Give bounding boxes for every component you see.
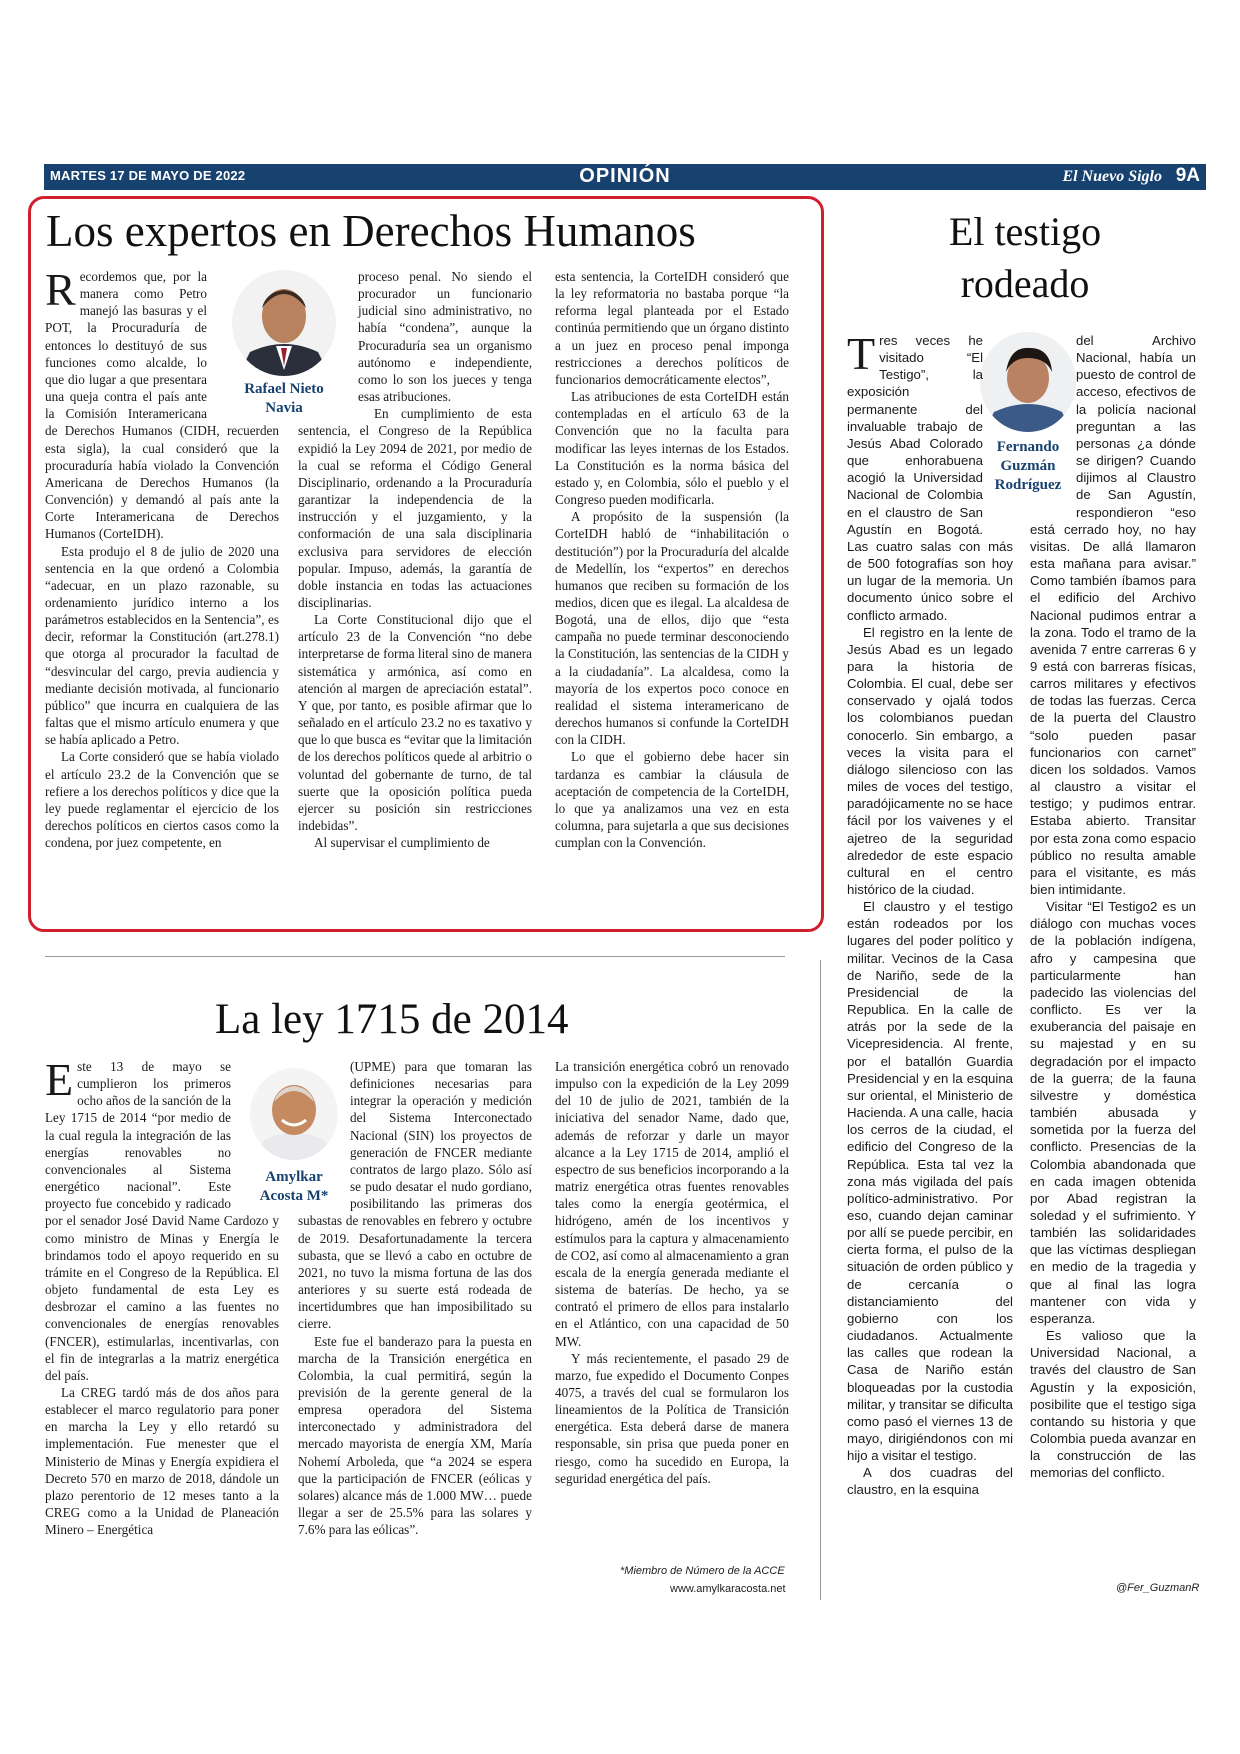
article1-col3-p4: Lo que el gobierno debe hacer sin tardanza es cambiar la cláusula de aceptación de competencia de la CorteIDH, lo que ya analizamos una vez en esta columna, para sujetarla a que sus decisiones cumplan con la Convención. bbox=[555, 749, 789, 851]
article1-col2-p3: La Corte Constitucional dijo que el artículo 23 de la Convención “no debe interpretarse de forma literal sino de manera sistemática y armónica, así como en atención al margen de apreciación estatal”. Y que, por tanto, es posible afirmar que lo señalado en el artículo 23.2 no es taxativo y que lo que busca es “evitar que la limitación de los derechos políticos quede al arbitrio o voluntad del gobernante de turno, de tal suerte que la oposición política pueda ejercer su posición sin restricciones indebidas”. bbox=[298, 612, 532, 833]
article1-col3-p2: Las atribuciones de esta CorteIDH están contempladas en el artículo 63 de la Convención que no la faculta para modificar las leyes internas de los Estados. La Constitución es la norma básica del estado y, en Colombia, sólo el pueblo y el Congreso pueden modificarla. bbox=[555, 389, 789, 508]
article3-col1-intro: Tres veces he visitado “El Testigo”, la exposición permanente del invaluable trabajo de Jesús Abad Colorado que enhorabuena acogió la Universidad Nacional de Colombia en el claustro de San Agustín en Bogotá. Las cuatro salas con más de 500 fotografías son hoy un lugar de la memoria. Un documento único sobre el conflicto armado. bbox=[847, 332, 1013, 623]
article2-col1-p2: La CREG tardó más de dos años para establecer el marco regulatorio para poner en marcha la Ley y ello retardó su implementación. Fue menester que el Ministerio de Minas y Energía expidiera el Decreto 570 en marzo de 2018, dándole un plazo perentorio de 12 meses tanto a la CREG como a la Unidad de Planeación Minero – Energética bbox=[45, 1384, 279, 1538]
article2-column-1 bbox=[45, 1058, 279, 1610]
article1-column-1 bbox=[45, 268, 279, 923]
article3-title-line1: El testigo bbox=[948, 209, 1102, 254]
author-handle[interactable]: @Fer_GuzmanR bbox=[1116, 1582, 1200, 1594]
dropcap: T bbox=[847, 332, 876, 379]
article2-col3-p1: La transición energética cobró un renovado impulso con la expedición de la Ley 2099 del 10 de julio de 2021, también de la iniciativa del senador Name, dado que, además de reforzar y darle un mayor alcance a la Ley 1715 de 2014, amplió el espectro de sus beneficios incorporando a la matriz energética otras fuentes renovables tales como la energía geotérmica, el hidrógeno, amén de los incentivos y estímulos para la captura y almacenamiento de CO2, así como al almacenamiento a gran escala de la energía generada mediante el sistema de baterías. De hecho, ya se contrató el primero de ellos para instalarlo en el Atlántico, con una capacidad de 50 MW. bbox=[555, 1059, 789, 1349]
article3-col1-p3: El claustro y el testigo están rodeados por los lugares del poder político y militar. Vecinos de la Casa de Nariño, sede de la Presidencial de la Republica. En la calle de atrás por la sede de la Vicepresidencia. Al frente, por el batallón Guardia Presidencial y en la esquina sur oriental, el Ministerio de Hacienda. A una calle, hacia los cerros de la ciudad, el edificio del Congreso de la República. Esta tal vez la zona más vigilada del país político-administrativo. Por eso, cuando dejan caminar por allí se puede percibir, en cierta forma, el pulso de la situación de orden público y de cercanía o distanciamiento del gobierno con los ciudadanos. Actualmente las calles que rodean la Casa de Nariño están bloqueadas por la custodia militar, y transitar se dificulta como pasó el viernes 13 de mayo, dirigiéndonos con mi hijo a visitar el testigo. bbox=[847, 899, 1013, 1464]
author-name-rafael-nieto: Rafael Nieto Navia bbox=[244, 381, 324, 416]
article3-col2-p2: Visitar “El Testigo2 es un diálogo con muchas voces de la población indígena, afro y campesina que particularmente han padecido las violencias del conflicto. Es ver la exuberancia del paisaje en su majestad y en su degradación por el impacto de la guerra; de la fauna silvestre y doméstica también abusada y sometida por la fuerza del conflicto. Presencias de la Colombia abandonada que en cada imagen obtenida por Abad registran la soledad y el sufrimiento. Y también las solidaridades que las víctimas despliegan en medio de la tragedia y que al final las logra mantener con vida y esperanza. bbox=[1030, 899, 1196, 1326]
dropcap: R bbox=[45, 268, 76, 315]
article2-col1-intro: Este 13 de mayo se cumplieron los primeros ocho años de la sanción de la Ley 1715 de 2014 “por medio de la cual regula la integración de las energías renovables no convencionales al Sistema energético nacional”. Este proyecto fue concebido y radicado por el senador José David Name Cardozo y como ministro de Minas y Energía le brindamos todo el apoyo requerido en su trámite en el Congreso de la República. El objeto fundamental de esta Ley es desbrozar el camino a las fuentes no convencionales de energías renovables (FNCER), estimularlas, incentivarlas, con el fin de integrarlas a la matriz energética del país. bbox=[45, 1058, 279, 1383]
issue-date: MARTES 17 DE MAYO DE 2022 bbox=[50, 168, 246, 183]
dropcap: E bbox=[45, 1058, 74, 1105]
article2-col2-p2: Este fue el banderazo para la puesta en marcha de la Transición energética en Colombia, la cual permitirá, según la previsión de la gerente general de la empresa operadora del Sistema interconectado y administradora del mercado mayorista de energía XM, María Nohemí Arboleda, que “a 2024 se espera que la participación de FNCER (eólicas y solares) alcance más de 1.000 MW… puede llegar a ser de 25.5% para las solares y 7.6% para las eólicas”. bbox=[298, 1333, 532, 1538]
article1-col1-intro: Recordemos que, por la manera como Petro manejó las basuras y el POT, la Procuraduría de entonces lo destituyó de sus funciones como alcalde, lo que dio lugar a que presentara una queja contra el país ante la Comisión Interamericana de Derechos Humanos (CIDH, recuerden esta sigla), la cual consideró que la procuraduría había violado la Convención Americana de Derechos Humanos (la Convención) y demandó al país ante la Corte Interamericana de Derechos Humanos (CorteIDH). bbox=[45, 268, 279, 542]
article1-col2-p2: En cumplimiento de esta sentencia, el Congreso de la República expidió la Ley 2094 de 2021, por medio de la cual se reforma el Código General Disciplinario, ordenando a la Procuraduría garantizar la independencia de la instrucción y el juzgamiento, y la conformación de una sala disciplinaria exclusiva para servidores de elección popular. Impuso, además, la garantía de doble instancia en todas las actuaciones disciplinarias. bbox=[298, 406, 532, 610]
newspaper-name: El Nuevo Siglo bbox=[1062, 168, 1162, 185]
article3-col1-p4: A dos cuadras del claustro, en la esquina bbox=[847, 1465, 1013, 1498]
author-name-amylkar-acosta: Amylkar Acosta M* bbox=[259, 1169, 329, 1204]
article2-title: La ley 1715 de 2014 bbox=[215, 996, 569, 1043]
article1-col3-p3: A propósito de la suspensión (la CorteIDH habló de “inhabilitación o destitución”) por la Procuraduría del alcalde de Medellín, los “expertos” en derechos humanos que reciben su formación de los medios, dicen que es ilegal. La alcaldesa de Bogotá, una de ellos, dijo que “esta campaña no puede terminar desconociendo la Constitución, las sentencias de la CIDH y a la ciudadanía”. La alcaldesa, como la mayoría de los expertos poco conoce en realidad el sistema interamericano de derechos humanos si confunde la CorteIDH con la CIDH. bbox=[555, 509, 789, 748]
article2-col3-p2: Y más recientemente, el pasado 29 de marzo, fue expedido el Documento Conpes 4075, a través del cual se formularon los lineamientos de la Política de Transición energética. Esta deberá darse de manera responsable, sin prisa que pueda poner en riesgo, como ha sucedido en Europa, la seguridad energética del país. bbox=[555, 1350, 789, 1486]
author-name-fernando-guzman: Fernando Guzmán Rodríguez bbox=[994, 439, 1062, 493]
author-website[interactable]: www.amylkaracosta.net bbox=[670, 1583, 786, 1595]
article1-column-3 bbox=[555, 268, 789, 923]
page-header-bar bbox=[44, 164, 1206, 190]
article1-col2-p4: Al supervisar el cumplimiento de bbox=[314, 835, 490, 851]
article1-col3-p1: esta sentencia, la CorteIDH consideró que la ley reformatoria no bastaba porque “la reforma legal planteada por el Estado continúa permitiendo que un órgano distinto a un juez en proceso penal imponga restricciones a derechos políticos de funcionarios democráticamente electos”, bbox=[555, 269, 789, 387]
author-footnote: *Miembro de Número de la ACCE bbox=[620, 1565, 785, 1577]
section-title: OPINIÓN bbox=[579, 165, 671, 187]
article1-col1-p2: Esta produjo el 8 de julio de 2020 una sentencia en la que ordenó a Colombia “adecuar, en un plazo razonable, su ordenamiento jurídico interno a los parámetros establecidos en la Sentencia”, es decir, reformar la Constitución (art.278.1) que otorga al procurador la facultad de “desvincular del cargo, previa audiencia y mediante decisión motivada, al funcionario público” que incurra en cualquiera de las faltas que el mismo artículo enumera y que se había aplicado a Petro. bbox=[45, 543, 279, 748]
article1-title: Los expertos en Derechos Humanos bbox=[46, 206, 696, 256]
page-number: 9A bbox=[1175, 165, 1200, 186]
article2-column-3 bbox=[555, 1058, 789, 1558]
article2-column-2 bbox=[298, 1058, 532, 1610]
section-divider bbox=[45, 956, 785, 957]
column-divider bbox=[820, 960, 821, 1600]
article1-col2-p1: proceso penal. No siendo el procurador un funcionario judicial sino administrativo, no había “condena”, aunque la Procuraduría sea un organismo autónomo e independiente, como lo son los jueces y tenga esas atribuciones. bbox=[358, 269, 532, 405]
article3-col1-p2: El registro en la lente de Jesús Abad es un legado para la historia de Colombia. El cual, debe ser conservado y ojalá todos los colombianos puedan conocerlo. Sin embargo, a veces la visita para el diálogo silencioso con las miles de voces del testigo, paradójicamente no se hace fácil por los vaivenes y el ajetreo de la seguridad alrededor de este espacio cultural en el centro histórico de la ciudad. bbox=[847, 624, 1013, 897]
article1-col1-p3: La Corte consideró que se había violado el artículo 23.2 de la Convención que se refiere a los derechos políticos y dice que la ley puede reglamentar el ejercicio de los derechos políticos en ciertos casos como la condena, por juez competente, en bbox=[45, 749, 279, 851]
article3-column-2 bbox=[1030, 332, 1196, 1594]
article1-column-2 bbox=[298, 268, 532, 923]
article3-title-line2: rodeado bbox=[960, 261, 1090, 306]
article3-column-1 bbox=[847, 332, 1013, 1594]
article2-col2-p1: (UPME) para que tomaran las definiciones necesarias para integrar la operación y medición del Sistema Interconectado Nacional (SIN) los proyectos de generación de FNCER mediante contratos de largo plazo. Sólo así se pudo desatar el nudo gordiano, posibilitando las primeras dos subastas de renovables en febrero y octubre de 2019. Desafortunadamente la tercera subasta, que se llevó a cabo en octubre de 2021, no tuvo la misma fortuna de las dos anteriores y su suerte está rodeada de incertidumbres que han imposibilitado su cierre. bbox=[298, 1059, 532, 1332]
article3-col2-p3: Es valioso que la Universidad Nacional, a través del claustro de San Agustín y la exposición, posibilite que el testigo siga contando su historia y que Colombia pueda avanzar en la construcción de las memorias del conflicto. bbox=[1030, 1328, 1196, 1481]
article3-col2-p1: del Archivo Nacional, había un puesto de control de acceso, efectivos de la policía nacional preguntan a las personas ¿a dónde se dirigen? Cuando dijimos al Claustro de San Agustín, respondieron “eso está cerrado hoy, no hay visitas. De allá llamaron esta mañana para avisar.” Como también íbamos para el edificio del Archivo Nacional pudimos entrar a la zona. Todo el tramo de la avenida 7 entre carreras 6 y 9 está con barreras físicas, carros militares y efectivos de todas las fuerzas. Cerca de la puerta del Claustro “solo pueden pasar funcionarios con carnet” dicen los soldados. Vamos al claustro a visitar el testigo; y pudimos entrar. Estaba abierto. Transitar por esta zona como espacio público no resulta amable para el visitante, es más bien intimidante. bbox=[1030, 333, 1196, 897]
